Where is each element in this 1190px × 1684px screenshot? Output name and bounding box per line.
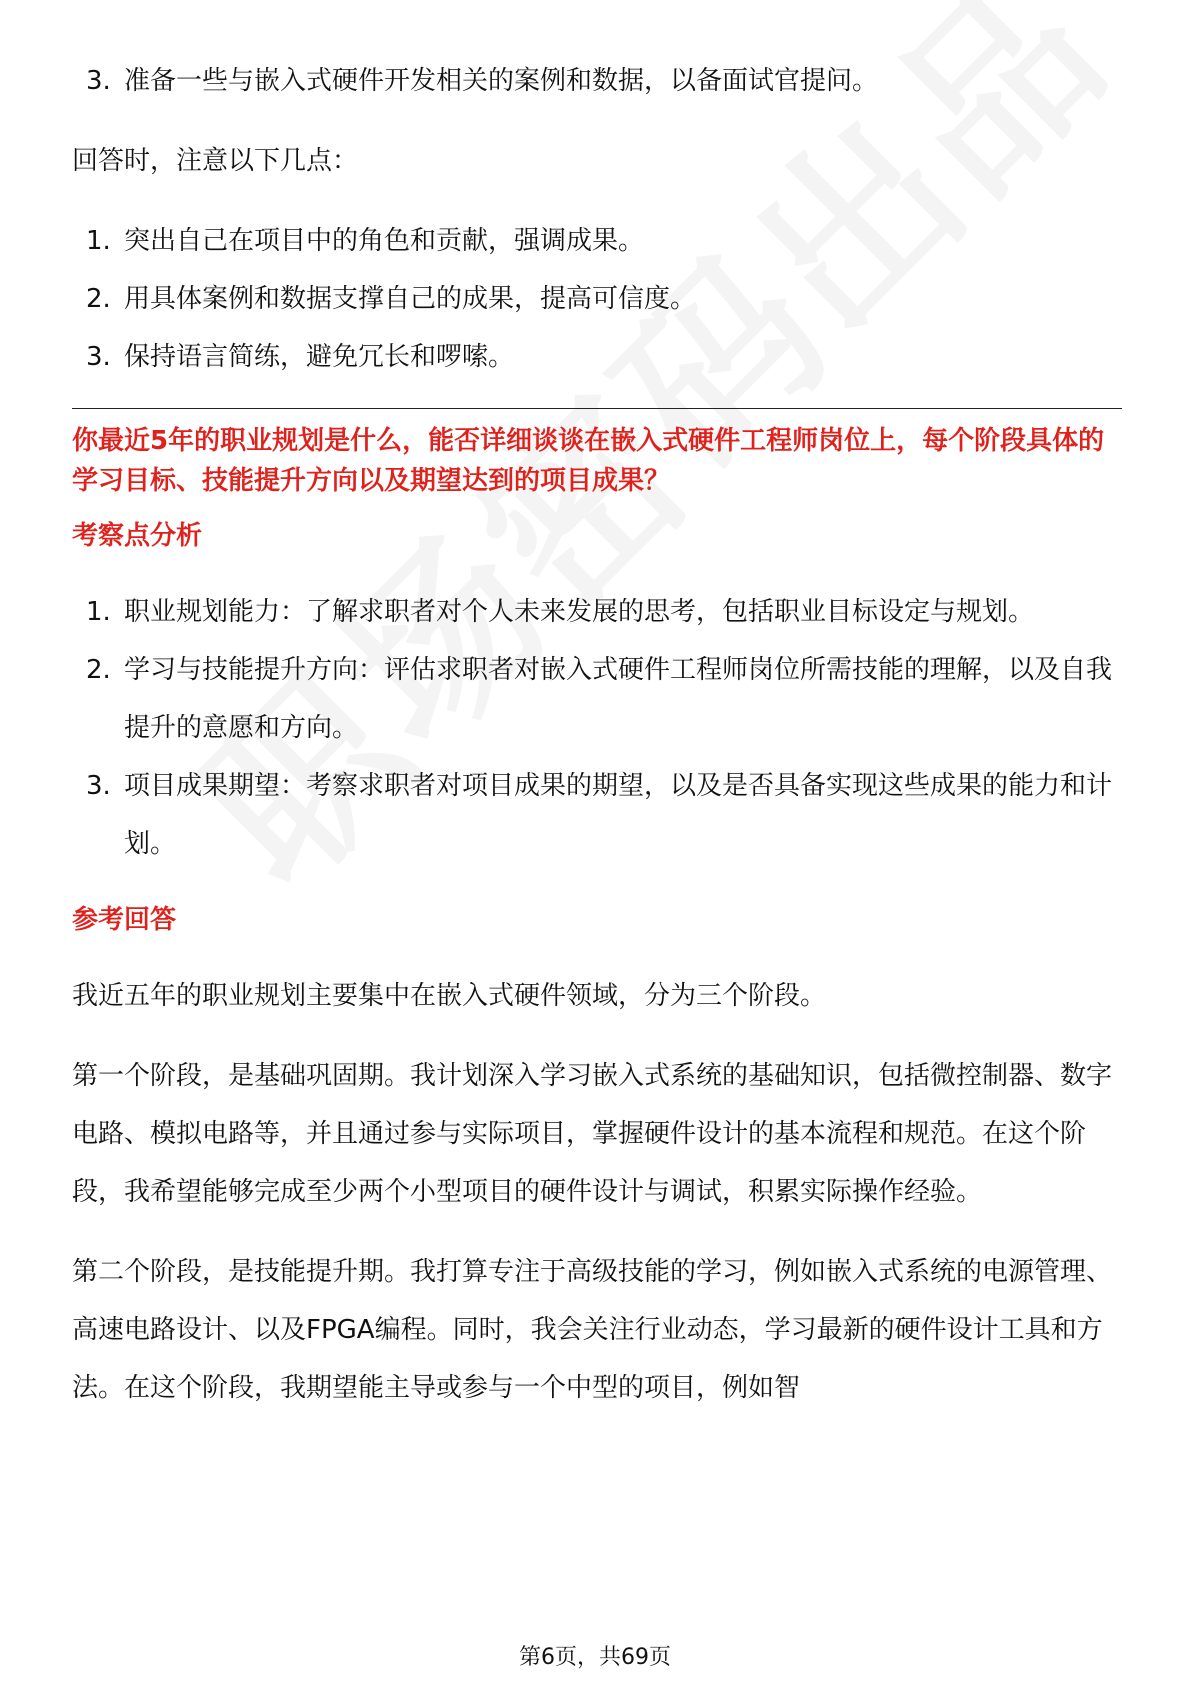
list-item: 1. 职业规划能力：了解求职者对个人未来发展的思考，包括职业目标设定与规划。 — [86, 597, 1035, 627]
question-title: 你最近5年的职业规划是什么，能否详细谈谈在嵌入式硬件工程师岗位上，每个阶段具体的学习目标、技能提升方向以及期望达到的项目成果？ — [72, 426, 1105, 496]
notes-intro: 回答时，注意以下几点： — [72, 146, 359, 176]
answer-paragraph: 我近五年的职业规划主要集中在嵌入式硬件领域，分为三个阶段。 — [72, 981, 827, 1011]
list-item: 1. 突出自己在项目中的角色和贡献，强调成果。 — [86, 226, 645, 256]
list-item: 3. 准备一些与嵌入式硬件开发相关的案例和数据，以备面试官提问。 — [86, 66, 879, 96]
answer-heading: 参考回答 — [72, 905, 177, 935]
list-item: 3. 保持语言简练，避免冗长和啰嗦。 — [86, 342, 515, 372]
list-item: 2. 用具体案例和数据支撑自己的成果，提高可信度。 — [86, 284, 697, 314]
list-item: 2. 学习与技能提升方向：评估求职者对嵌入式硬件工程师岗位所需技能的理解，以及自我提升的意愿和方向。 — [86, 655, 1113, 743]
answer-paragraph: 第一个阶段，是基础巩固期。我计划深入学习嵌入式系统的基础知识，包括微控制器、数字电路、模拟电路等，并且通过参与实际项目，掌握硬件设计的基本流程和规范。在这个阶段，我希望能够完成至少两个小型项目的硬件设计与调试，积累实际操作经验。 — [72, 1061, 1113, 1207]
top-list — [72, 52, 1122, 110]
list-item: 3. 项目成果期望：考察求职者对项目成果的期望，以及是否具备实现这些成果的能力和计划。 — [86, 771, 1113, 859]
analysis-list — [72, 583, 1122, 873]
notes-list — [72, 212, 1122, 386]
page-footer: 第6页，共69页 — [519, 1645, 671, 1670]
section-divider — [72, 408, 1122, 409]
page-content — [72, 52, 1122, 1417]
answer-paragraph: 第二个阶段，是技能提升期。我打算专注于高级技能的学习，例如嵌入式系统的电源管理、高速电路设计、以及FPGA编程。同时，我会关注行业动态，学习最新的硬件设计工具和方法。在这个阶段，我期望能主导或参与一个中型的项目，例如智 — [72, 1257, 1113, 1403]
analysis-heading: 考察点分析 — [72, 521, 203, 551]
